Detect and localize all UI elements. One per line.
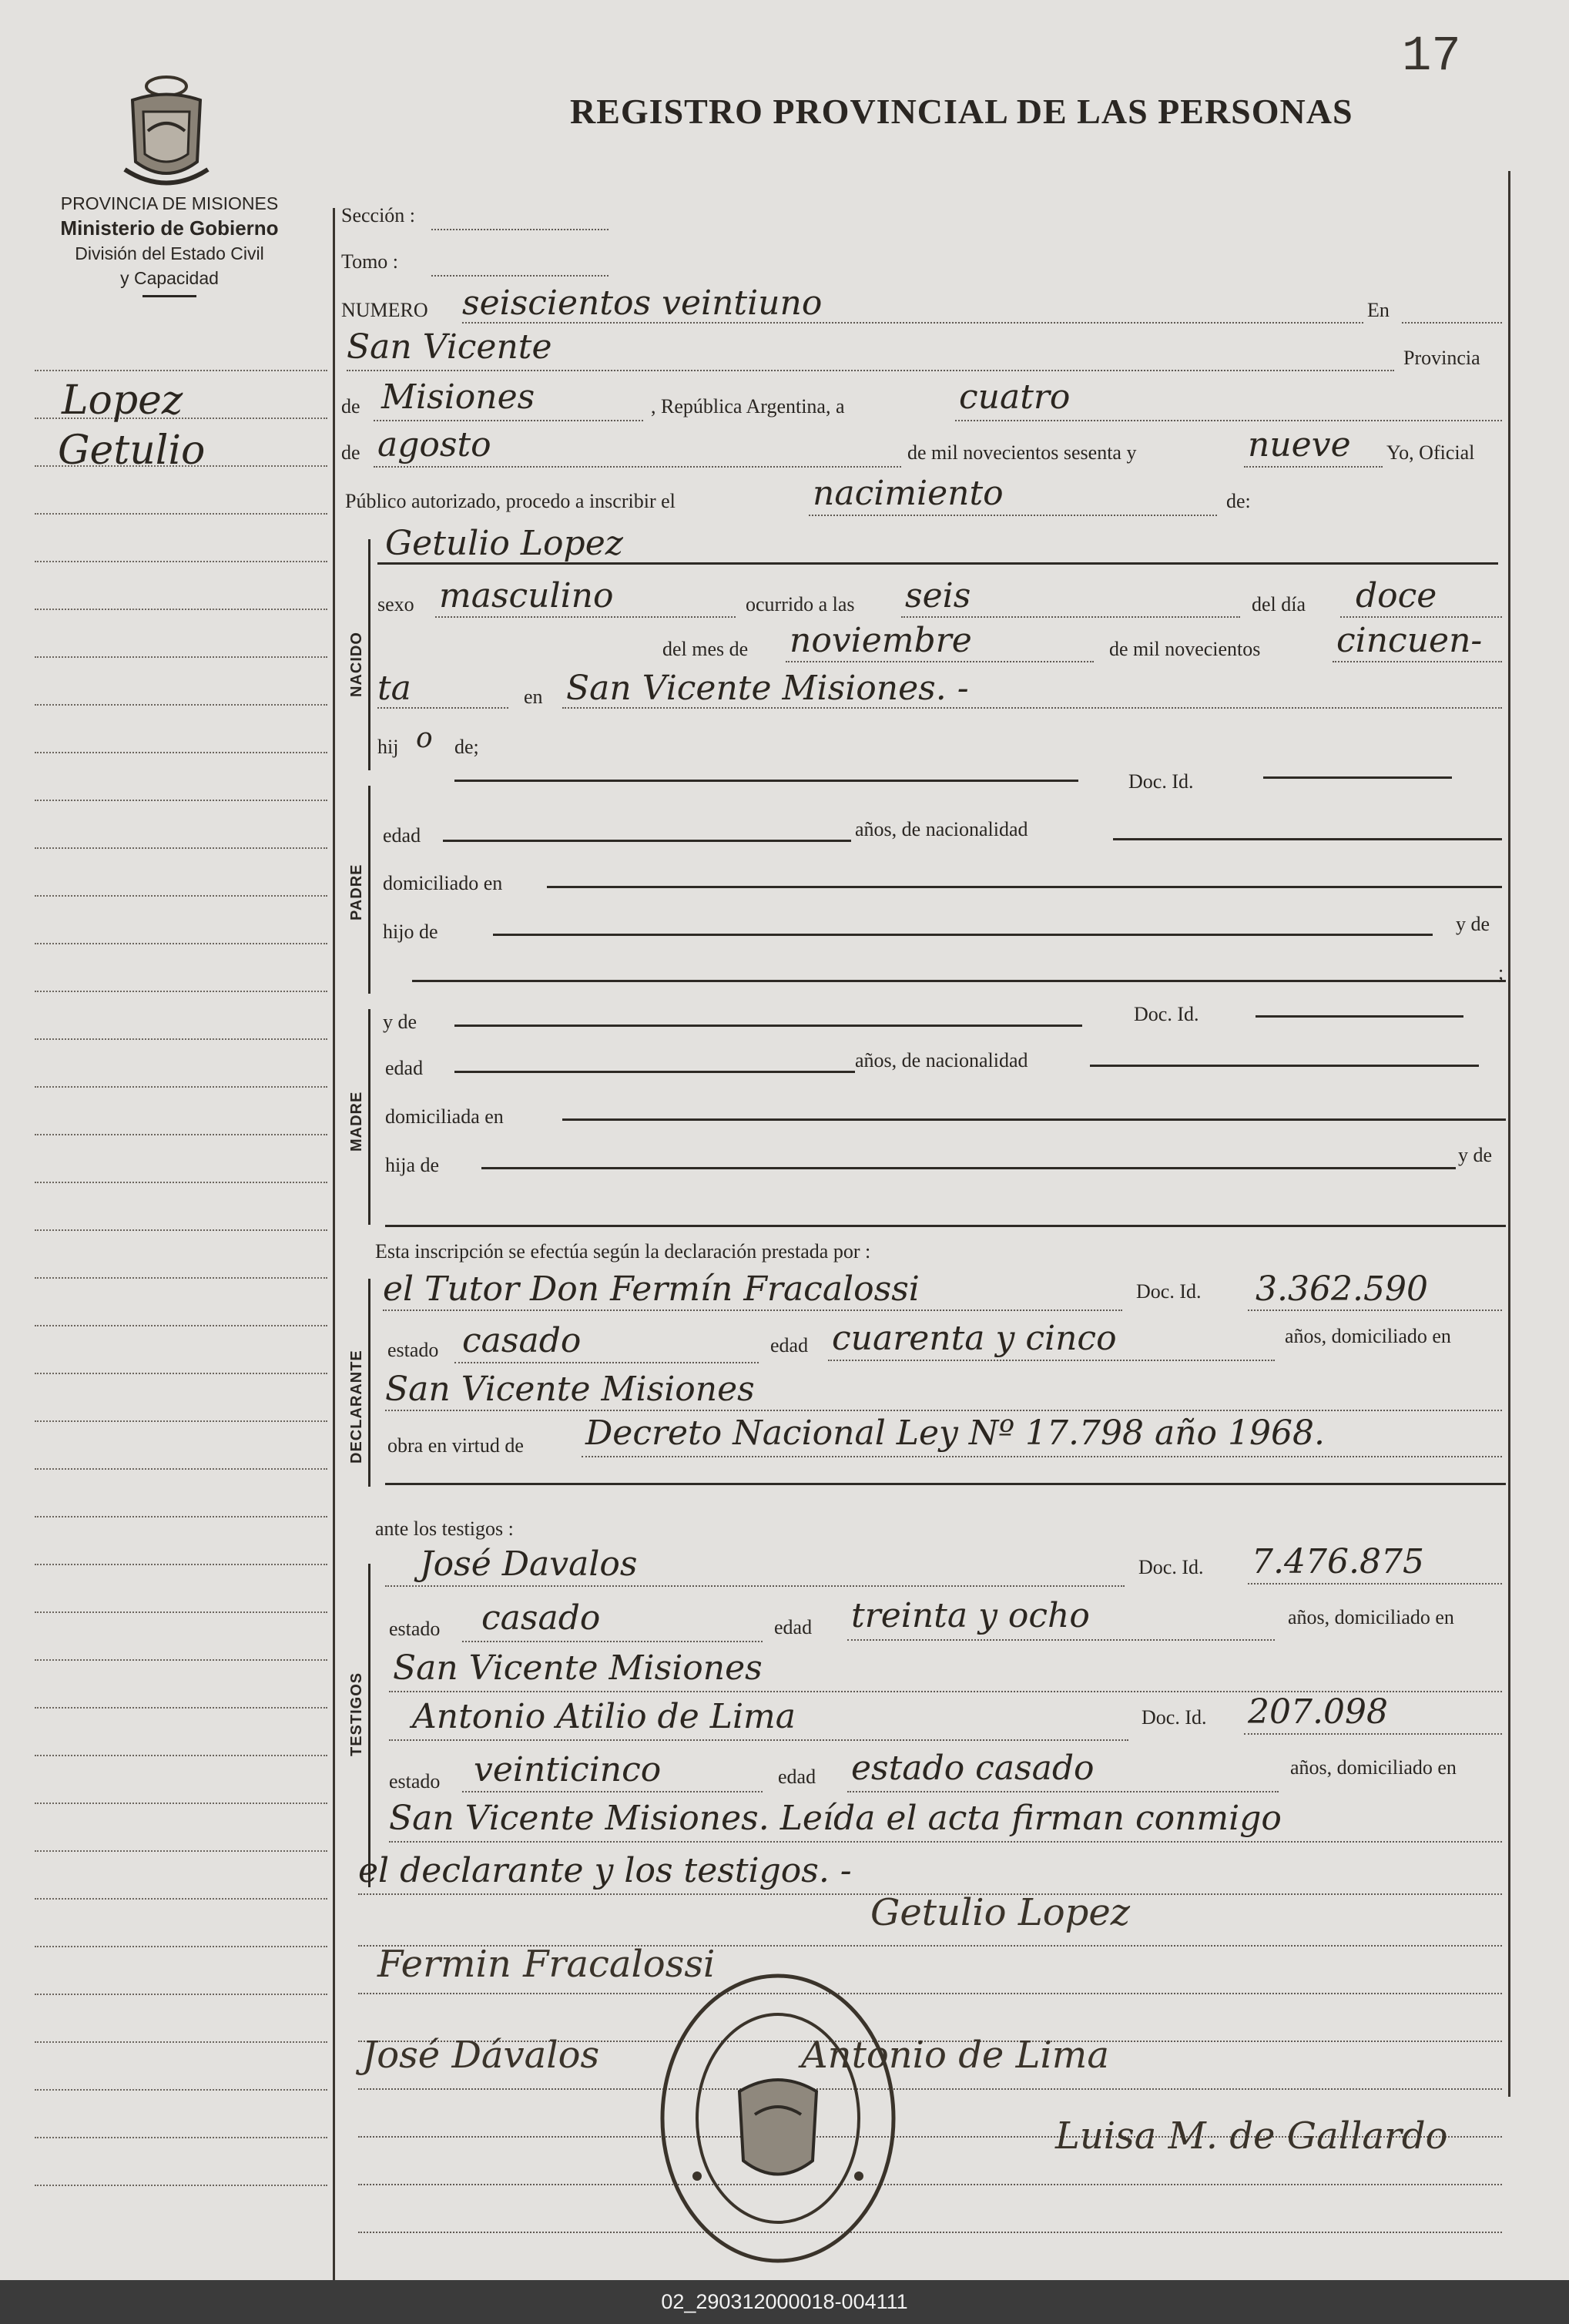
lugar-nac-value: San Vicente Misiones. - (566, 669, 969, 708)
margin-ruled-line (35, 656, 327, 658)
official-seal-stamp (655, 1968, 901, 2269)
acto-line (809, 515, 1217, 516)
declarante-bracket (368, 1279, 370, 1487)
de-semicolon-label: de; (454, 736, 479, 758)
cierre-value: el declarante y los testigos. - (358, 1851, 852, 1890)
madre-dom-line (562, 1118, 1506, 1121)
margin-ruled-line (35, 513, 327, 515)
tomo-label: Tomo : (341, 250, 399, 273)
madre-y-de-label: y de (383, 1011, 417, 1033)
header-rule (142, 295, 196, 297)
t1-estado-value: casado (481, 1598, 601, 1638)
margin-ruled-line (35, 1659, 327, 1661)
page-number: 17 (1402, 29, 1461, 85)
declarante-estado-label: estado (387, 1339, 439, 1361)
margin-ruled-line (35, 370, 327, 371)
numero-line (462, 322, 1363, 324)
margin-surname: Lopez (62, 377, 183, 424)
t2-dom-label: años, domiciliado en (1290, 1756, 1457, 1779)
margin-ruled-line (35, 1707, 327, 1709)
declarante-estado-line (454, 1362, 759, 1363)
madre-y-de-end-label: y de (1458, 1144, 1493, 1166)
t1-edad-label: edad (774, 1616, 813, 1638)
anio-b-line (377, 707, 508, 709)
madre-doc-line (1256, 1015, 1463, 1018)
en-line (1402, 322, 1502, 324)
t1-dom-value: San Vicente Misiones (393, 1648, 763, 1688)
mes-line (786, 661, 1094, 662)
signature-ruled-line (358, 2088, 1502, 2090)
margin-ruled-line (35, 1946, 327, 1947)
declarante-edad-label: edad (770, 1334, 809, 1357)
declarante-doc-label: Doc. Id. (1136, 1280, 1202, 1303)
signature-testigo-1: José Dávalos (362, 2034, 600, 2077)
mes-value: noviembre (790, 621, 972, 660)
declarante-doc-line (1248, 1310, 1502, 1311)
de-mes-label: de (341, 441, 360, 464)
margin-ruled-line (35, 1755, 327, 1756)
seccion-line (431, 229, 608, 230)
numero-value: seiscientos veintiuno (462, 283, 823, 323)
margin-given-name: Getulio (58, 428, 206, 474)
t2-edad-label: edad (778, 1766, 816, 1788)
lugar-nac-line (562, 707, 1502, 709)
madre-doc-label: Doc. Id. (1134, 1003, 1199, 1025)
hij-label: hij (377, 736, 399, 758)
en-nac-label: en (524, 686, 543, 708)
declarante-dom-value: San Vicente Misiones (385, 1370, 755, 1409)
seccion-label: Sección : (341, 204, 416, 226)
margin-ruled-line (35, 2137, 327, 2138)
acto-value: nacimiento (813, 474, 1004, 513)
t1-doc-value: 7.476.875 (1252, 1542, 1424, 1581)
madre-dom-label: domiciliada en (385, 1105, 504, 1128)
mes-acta-value: agosto (377, 425, 491, 464)
provincial-crest-icon (117, 69, 216, 193)
provincia-label: Provincia (1403, 347, 1480, 369)
signature-declarante: Fermin Fracalossi (377, 1943, 716, 1986)
t2-edad-value: estado casado (851, 1749, 1095, 1788)
padre-dom-line (547, 886, 1502, 888)
madre-nac-line (1090, 1065, 1479, 1067)
margin-ruled-line (35, 1229, 327, 1231)
declarante-dom-label: años, domiciliado en (1285, 1325, 1451, 1347)
obra-label: obra en virtud de (387, 1434, 524, 1457)
republica-label: , República Argentina, a (651, 395, 845, 418)
margin-ruled-line (35, 2089, 327, 2091)
margin-ruled-line (35, 1611, 327, 1613)
declarante-doc-value: 3.362.590 (1256, 1269, 1428, 1309)
t1-nombre-value: José Davalos (420, 1544, 638, 1584)
margin-ruled-line (35, 1038, 327, 1040)
issuing-office (15, 191, 324, 297)
hora-value: seis (905, 576, 971, 615)
padre-y-de-line (412, 980, 1506, 982)
margin-ruled-line (35, 1325, 327, 1326)
t1-doc-label: Doc. Id. (1138, 1556, 1204, 1578)
numero-label: NUMERO (341, 299, 428, 321)
t2-nombre-value: Antonio Atilio de Lima (412, 1697, 796, 1736)
declarante-value: el Tutor Don Fermín Fracalossi (383, 1269, 920, 1309)
sexo-line (435, 616, 736, 618)
margin-ruled-line (35, 991, 327, 992)
padre-edad-line (443, 840, 851, 842)
signature-ruled-line (358, 1993, 1502, 1994)
anio-b-value: ta (377, 669, 411, 708)
margin-ruled-line (35, 752, 327, 753)
padre-semicolon: ; (1498, 961, 1504, 984)
margin-ruled-line (35, 1134, 327, 1135)
yo-oficial-label: Yo, Oficial (1386, 441, 1475, 464)
obra-value: Decreto Nacional Ley Nº 17.798 año 1968. (585, 1414, 1325, 1453)
dia-acta-value: cuatro (959, 377, 1071, 417)
testigos-side-label: TESTIGOS (348, 1672, 365, 1756)
padre-y-de-label: y de (1456, 913, 1490, 935)
margin-ruled-line (35, 1898, 327, 1900)
division-subname: y Capacidad (120, 268, 219, 288)
del-dia-label: del día (1252, 593, 1306, 615)
dia-value: doce (1356, 576, 1437, 615)
t2-doc-label: Doc. Id. (1142, 1706, 1207, 1729)
margin-ruled-line (35, 943, 327, 944)
signature-testigo-2: Antonio de Lima (801, 2034, 1109, 2077)
margin-ruled-line (35, 2185, 327, 2186)
madre-bracket (368, 1009, 370, 1225)
t1-doc-line (1248, 1583, 1502, 1585)
margin-ruled-line (35, 1277, 327, 1279)
margin-divider (333, 208, 335, 2280)
madre-hija-line (481, 1167, 1456, 1169)
padre-edad-label: edad (383, 824, 421, 847)
madre-edad-label: edad (385, 1057, 424, 1079)
nombre-value: Getulio Lopez (385, 524, 623, 563)
dia-acta-line (955, 420, 1502, 421)
margin-ruled-line (35, 561, 327, 562)
padre-nac-line (1113, 838, 1502, 840)
t1-nombre-line (385, 1585, 1125, 1587)
padre-doc-line (1263, 776, 1452, 779)
lugar-value: San Vicente (347, 327, 552, 367)
padre-name-line (454, 780, 1078, 782)
padre-side-label: PADRE (348, 864, 365, 921)
t2-doc-line (1244, 1733, 1502, 1735)
margin-ruled-line (35, 1182, 327, 1183)
padre-doc-label: Doc. Id. (1128, 770, 1194, 793)
margin-ruled-line (35, 1420, 327, 1422)
page-title: REGISTRO PROVINCIAL DE LAS PERSONAS (570, 92, 1353, 131)
testigos-label: ante los testigos : (375, 1517, 514, 1540)
declarante-estado-value: casado (462, 1321, 582, 1360)
margin-ruled-line (35, 2041, 327, 2043)
provincia-value: Misiones (381, 377, 535, 417)
margin-ruled-line (35, 800, 327, 801)
declarante-end-line (385, 1483, 1506, 1485)
t2-edad-line (847, 1791, 1279, 1792)
nacido-side-label: NACIDO (348, 632, 365, 697)
t1-estado-label: estado (389, 1618, 441, 1640)
margin-ruled-line (35, 1468, 327, 1470)
dia-line (1340, 616, 1502, 618)
padre-dom-label: domiciliado en (383, 872, 503, 894)
t2-estado-value: veinticinco (474, 1750, 662, 1789)
margin-ruled-line (35, 609, 327, 610)
t1-estado-line (462, 1641, 763, 1642)
t2-estado-label: estado (389, 1770, 441, 1792)
madre-end-line (385, 1225, 1506, 1227)
madre-side-label: MADRE (348, 1091, 365, 1152)
anio-a-line (1333, 661, 1502, 662)
margin-ruled-line (35, 704, 327, 706)
t2-doc-value: 207.098 (1248, 1692, 1388, 1732)
nacido-bracket (368, 539, 370, 770)
testigos-bracket (368, 1564, 370, 1887)
de-label: de (341, 395, 360, 418)
en-label: En (1367, 299, 1390, 321)
signature-ruled-line (358, 2184, 1502, 2185)
right-border (1508, 171, 1510, 2097)
t2-nombre-line (389, 1739, 1128, 1741)
t1-dom-label: años, domiciliado en (1288, 1606, 1454, 1628)
lugar-line (347, 370, 1394, 371)
padre-nac-label: años, de nacionalidad (855, 818, 1028, 840)
sexo-value: masculino (439, 576, 614, 615)
signature-oficial: Luisa M. de Gallardo (1055, 2114, 1448, 2158)
de-colon-label: de: (1226, 490, 1251, 512)
declarante-edad-line (828, 1360, 1275, 1361)
padre-bracket (368, 786, 370, 994)
margin-ruled-line (35, 1994, 327, 1995)
declarante-edad-value: cuarenta y cinco (832, 1319, 1117, 1358)
del-mes-label: del mes de (662, 638, 749, 660)
publico-label: Público autorizado, procedo a inscribir el (345, 490, 676, 512)
t2-dom-cierre-value: San Vicente Misiones. Leída el acta firman conmigo (389, 1799, 1282, 1838)
margin-ruled-line (35, 847, 327, 849)
sexo-label: sexo (377, 593, 414, 615)
obra-line (582, 1456, 1502, 1457)
t1-edad-value: treinta y ocho (851, 1596, 1090, 1635)
ministry-name: Ministerio de Gobierno (60, 216, 279, 240)
margin-ruled-line (35, 1516, 327, 1517)
anio-acta-value: nueve (1248, 425, 1351, 464)
margin-ruled-line (35, 1373, 327, 1374)
declarante-line (383, 1310, 1122, 1311)
t2-estado-line (462, 1791, 763, 1792)
nombre-line (377, 562, 1498, 565)
declaracion-label: Esta inscripción se efectúa según la declaración prestada por : (375, 1240, 871, 1263)
de-mil-nov-label: de mil novecientos (1109, 638, 1261, 660)
de-mil-label: de mil novecientos sesenta y (907, 441, 1137, 464)
anio-a-value: cincuen- (1336, 621, 1483, 660)
image-id-footer: 02_290312000018-004111 (0, 2280, 1569, 2324)
t1-edad-line (847, 1639, 1275, 1641)
margin-ruled-line (35, 895, 327, 897)
signature-inscrito: Getulio Lopez (870, 1891, 1131, 1934)
provincia-line (374, 420, 643, 421)
padre-hijo-line (493, 934, 1433, 936)
madre-hija-label: hija de (385, 1154, 440, 1176)
anio-acta-line (1244, 466, 1383, 468)
signature-ruled-line (358, 2232, 1502, 2233)
ocurrido-label: ocurrido a las (746, 593, 855, 615)
margin-ruled-line (35, 1850, 327, 1852)
hijo-sufijo-value: o (416, 723, 433, 754)
declarante-dom-line (385, 1410, 1502, 1411)
province-name: PROVINCIA DE MISIONES (60, 193, 279, 213)
madre-name-line (454, 1025, 1082, 1027)
margin-ruled-line (35, 1086, 327, 1088)
margin-ruled-line (35, 1564, 327, 1565)
padre-hijo-label: hijo de (383, 921, 438, 943)
margin-ruled-line (35, 1803, 327, 1804)
mes-acta-line (374, 466, 901, 468)
division-name: División del Estado Civil (75, 243, 264, 263)
declarante-side-label: DECLARANTE (348, 1350, 365, 1464)
madre-edad-line (454, 1071, 855, 1073)
hora-line (901, 616, 1240, 618)
madre-nac-label: años, de nacionalidad (855, 1049, 1028, 1071)
t2-dom-line (389, 1841, 1502, 1843)
tomo-line (431, 275, 608, 277)
